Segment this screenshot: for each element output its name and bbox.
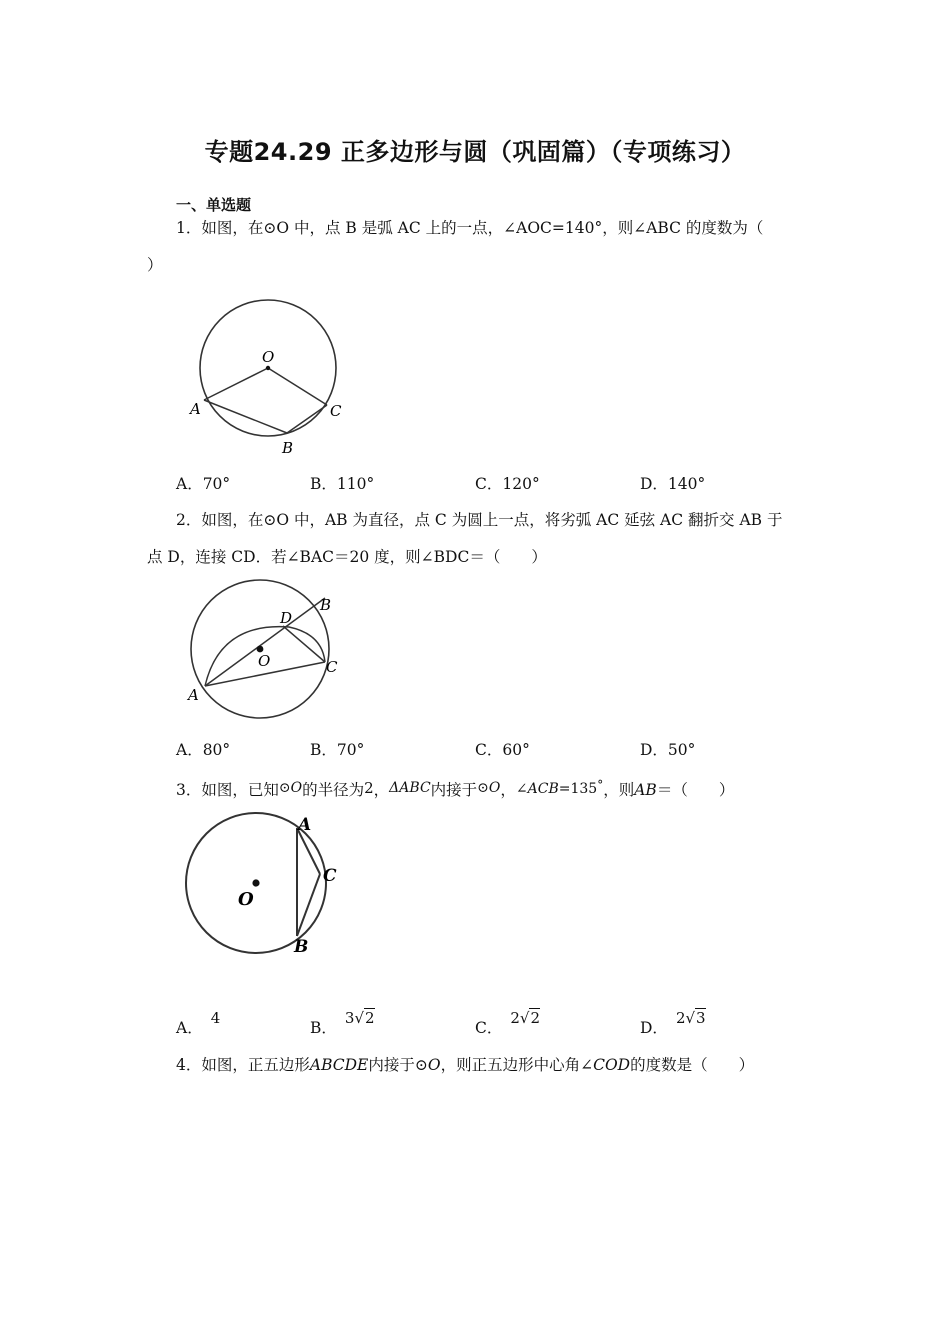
question-3-degree: °	[597, 778, 604, 792]
figure-1-label-a: A	[190, 400, 201, 418]
question-3-eq: =135	[558, 781, 598, 797]
question-1-option-d[interactable]: D．140°	[640, 475, 706, 493]
question-3-tail: ＝（ ）	[656, 781, 735, 799]
question-4-prefix: 4．如图，正五边形	[176, 1056, 310, 1074]
question-3-mid1: 的半径为	[302, 781, 365, 799]
question-1-text-cont: ）	[147, 256, 163, 274]
figure-2-label-c: C	[326, 658, 338, 676]
question-1-option-c[interactable]: C．120°	[475, 475, 540, 493]
question-3-option-c[interactable]	[475, 1008, 540, 1038]
figure-1-label-o: O	[262, 348, 275, 366]
question-3-mid3: ，则	[603, 781, 635, 799]
question-3-option-c-value: 2√2	[510, 1009, 541, 1027]
figure-2-label-b: B	[320, 596, 332, 614]
question-3-triangle: ΔABC	[389, 780, 431, 796]
question-4-polygon: ABCDE	[309, 1056, 369, 1074]
question-2-option-d[interactable]: D．50°	[640, 741, 696, 759]
question-3-prefix: 3．如图，已知	[176, 781, 279, 799]
question-4-mid1: 内接于⊙	[368, 1056, 428, 1074]
question-3-option-b[interactable]	[310, 1008, 375, 1038]
question-3-mid2: 内接于	[430, 781, 478, 799]
question-2-text-cont: 点 D，连接 CD．若∠BAC＝20 度，则∠BDC＝（ ）	[147, 548, 547, 566]
question-3-comma2: ，	[500, 781, 516, 799]
question-3-option-a[interactable]	[176, 1008, 220, 1038]
question-4-tail: 的度数是（ ）	[630, 1056, 755, 1074]
figure-1-label-c: C	[330, 402, 342, 420]
question-3-angle: ∠ACB	[515, 781, 559, 797]
question-2-option-a[interactable]: A．80°	[176, 741, 231, 759]
question-4-mid2: ，则正五边形中心角∠	[440, 1056, 594, 1074]
question-3-option-d-value: 2√3	[675, 1009, 706, 1027]
question-3-circle-o: ⊙O	[278, 780, 303, 796]
question-3-figure	[184, 808, 354, 960]
question-1-text: 1．如图，在⊙O 中，点 B 是弧 AC 上的一点，∠AOC=140°，则∠ABC 的度数为（	[176, 219, 764, 237]
figure-3-label-c: C	[323, 866, 337, 886]
figure-3-label-b: B	[294, 937, 309, 957]
question-3-option-a-value: 4	[210, 1009, 221, 1027]
question-1-option-b[interactable]: B．110°	[310, 475, 375, 493]
section-heading: 一、单选题	[176, 196, 252, 214]
figure-2-label-d: D	[280, 609, 293, 627]
question-3-ab: AB	[634, 781, 657, 799]
figure-2-label-o: O	[258, 652, 271, 670]
question-2-text: 2．如图，在⊙O 中，AB 为直径，点 C 为圆上一点，将劣弧 AC 延弦 AC 翻折交 AB 于	[176, 511, 783, 529]
question-2-option-b[interactable]: B．70°	[310, 741, 365, 759]
question-3-option-a-letter: A．	[176, 1019, 203, 1037]
question-1-option-a[interactable]: A．70°	[176, 475, 231, 493]
figure-2-label-a: A	[188, 686, 199, 704]
question-3-option-b-value: 3√2	[344, 1009, 375, 1027]
figure-3-label-a: A	[298, 815, 312, 835]
question-3-option-d-letter: D．	[640, 1019, 668, 1037]
question-4-text	[176, 1055, 754, 1075]
question-3-option-d[interactable]	[640, 1008, 706, 1038]
question-1-figure	[186, 290, 356, 462]
question-3-radius: 2	[364, 779, 374, 797]
figure-1-label-b: B	[282, 439, 294, 457]
question-4-o: O	[427, 1056, 441, 1074]
question-2-option-c[interactable]: C．60°	[475, 741, 530, 759]
question-3-option-b-letter: B．	[310, 1019, 337, 1037]
question-2-figure	[184, 578, 354, 720]
question-3-comma1: ，	[373, 781, 390, 799]
question-4-cod: COD	[593, 1056, 631, 1074]
document-title: 专题24.29 正多边形与圆（巩固篇）（专项练习）	[204, 138, 746, 166]
question-3-option-c-letter: C．	[475, 1019, 503, 1037]
question-3-text	[176, 775, 734, 800]
figure-3-label-o: O	[238, 889, 254, 910]
question-3-circle-o2: ⊙O	[477, 780, 501, 796]
